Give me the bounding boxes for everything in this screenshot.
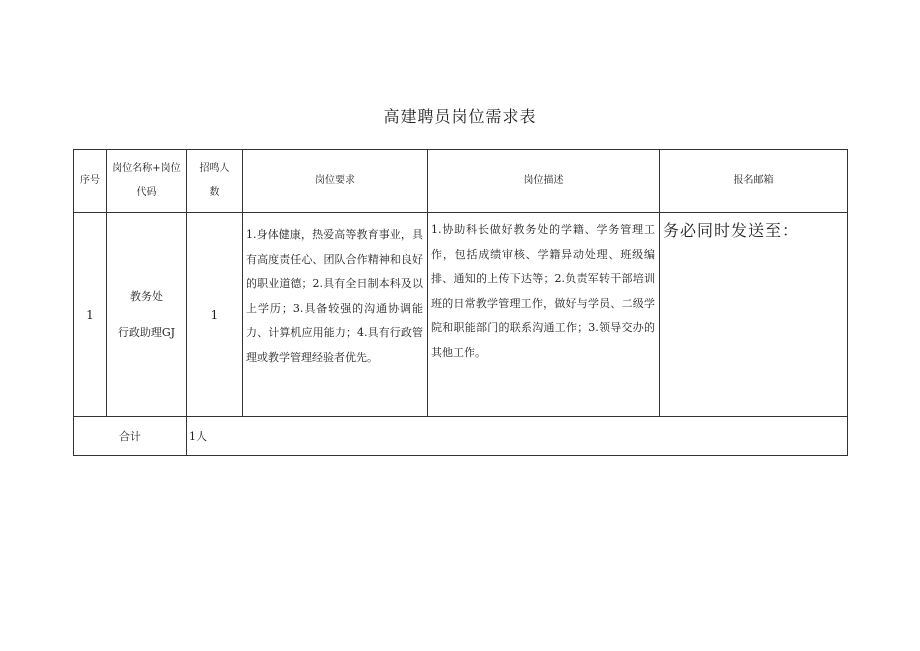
header-count: 招鸣人数 xyxy=(187,150,243,213)
header-email: 报名邮箱 xyxy=(660,150,848,213)
header-row xyxy=(74,150,848,213)
page-title: 高建聘员岗位需求表 xyxy=(383,107,537,126)
header-description: 岗位描述 xyxy=(428,150,660,213)
row-requirements: 1.身体健康，热爱高等教育事业，具有高度责任心、团队合作精神和良好的职业道德；2.具有全日制本科及以上学历；3.具备较强的沟通协调能力、计算机应用能力；4.具有行政管理或教学管理经验者优先。 xyxy=(243,213,428,417)
total-value: 1人 xyxy=(187,417,848,456)
header-no: 序号 xyxy=(74,150,107,213)
header-position: 岗位名称+岗位代码 xyxy=(107,150,187,213)
row-role: 行政助理GJ xyxy=(117,325,176,339)
header-requirements: 岗位要求 xyxy=(243,150,428,213)
row-count: 1 xyxy=(187,213,243,417)
row-position xyxy=(107,213,187,417)
row-email: 务必同时发送至： xyxy=(660,213,848,417)
row-dept: 教务处 xyxy=(130,289,163,303)
total-label: 合计 xyxy=(74,417,187,456)
total-row xyxy=(74,417,848,456)
row-description: 1.协助科长做好教务处的学籍、学务管理工作，包括成绩审核、学籍异动处理、班级编排、通知的上传下达等；2.负责军转干部培训班的日常教学管理工作，做好与学员、二级学院和职能部门的联系沟通工作；3.领导交办的其他工作。 xyxy=(428,213,660,417)
job-requirements-table xyxy=(73,149,848,456)
table-row xyxy=(74,213,848,417)
row-no: 1 xyxy=(74,213,107,417)
